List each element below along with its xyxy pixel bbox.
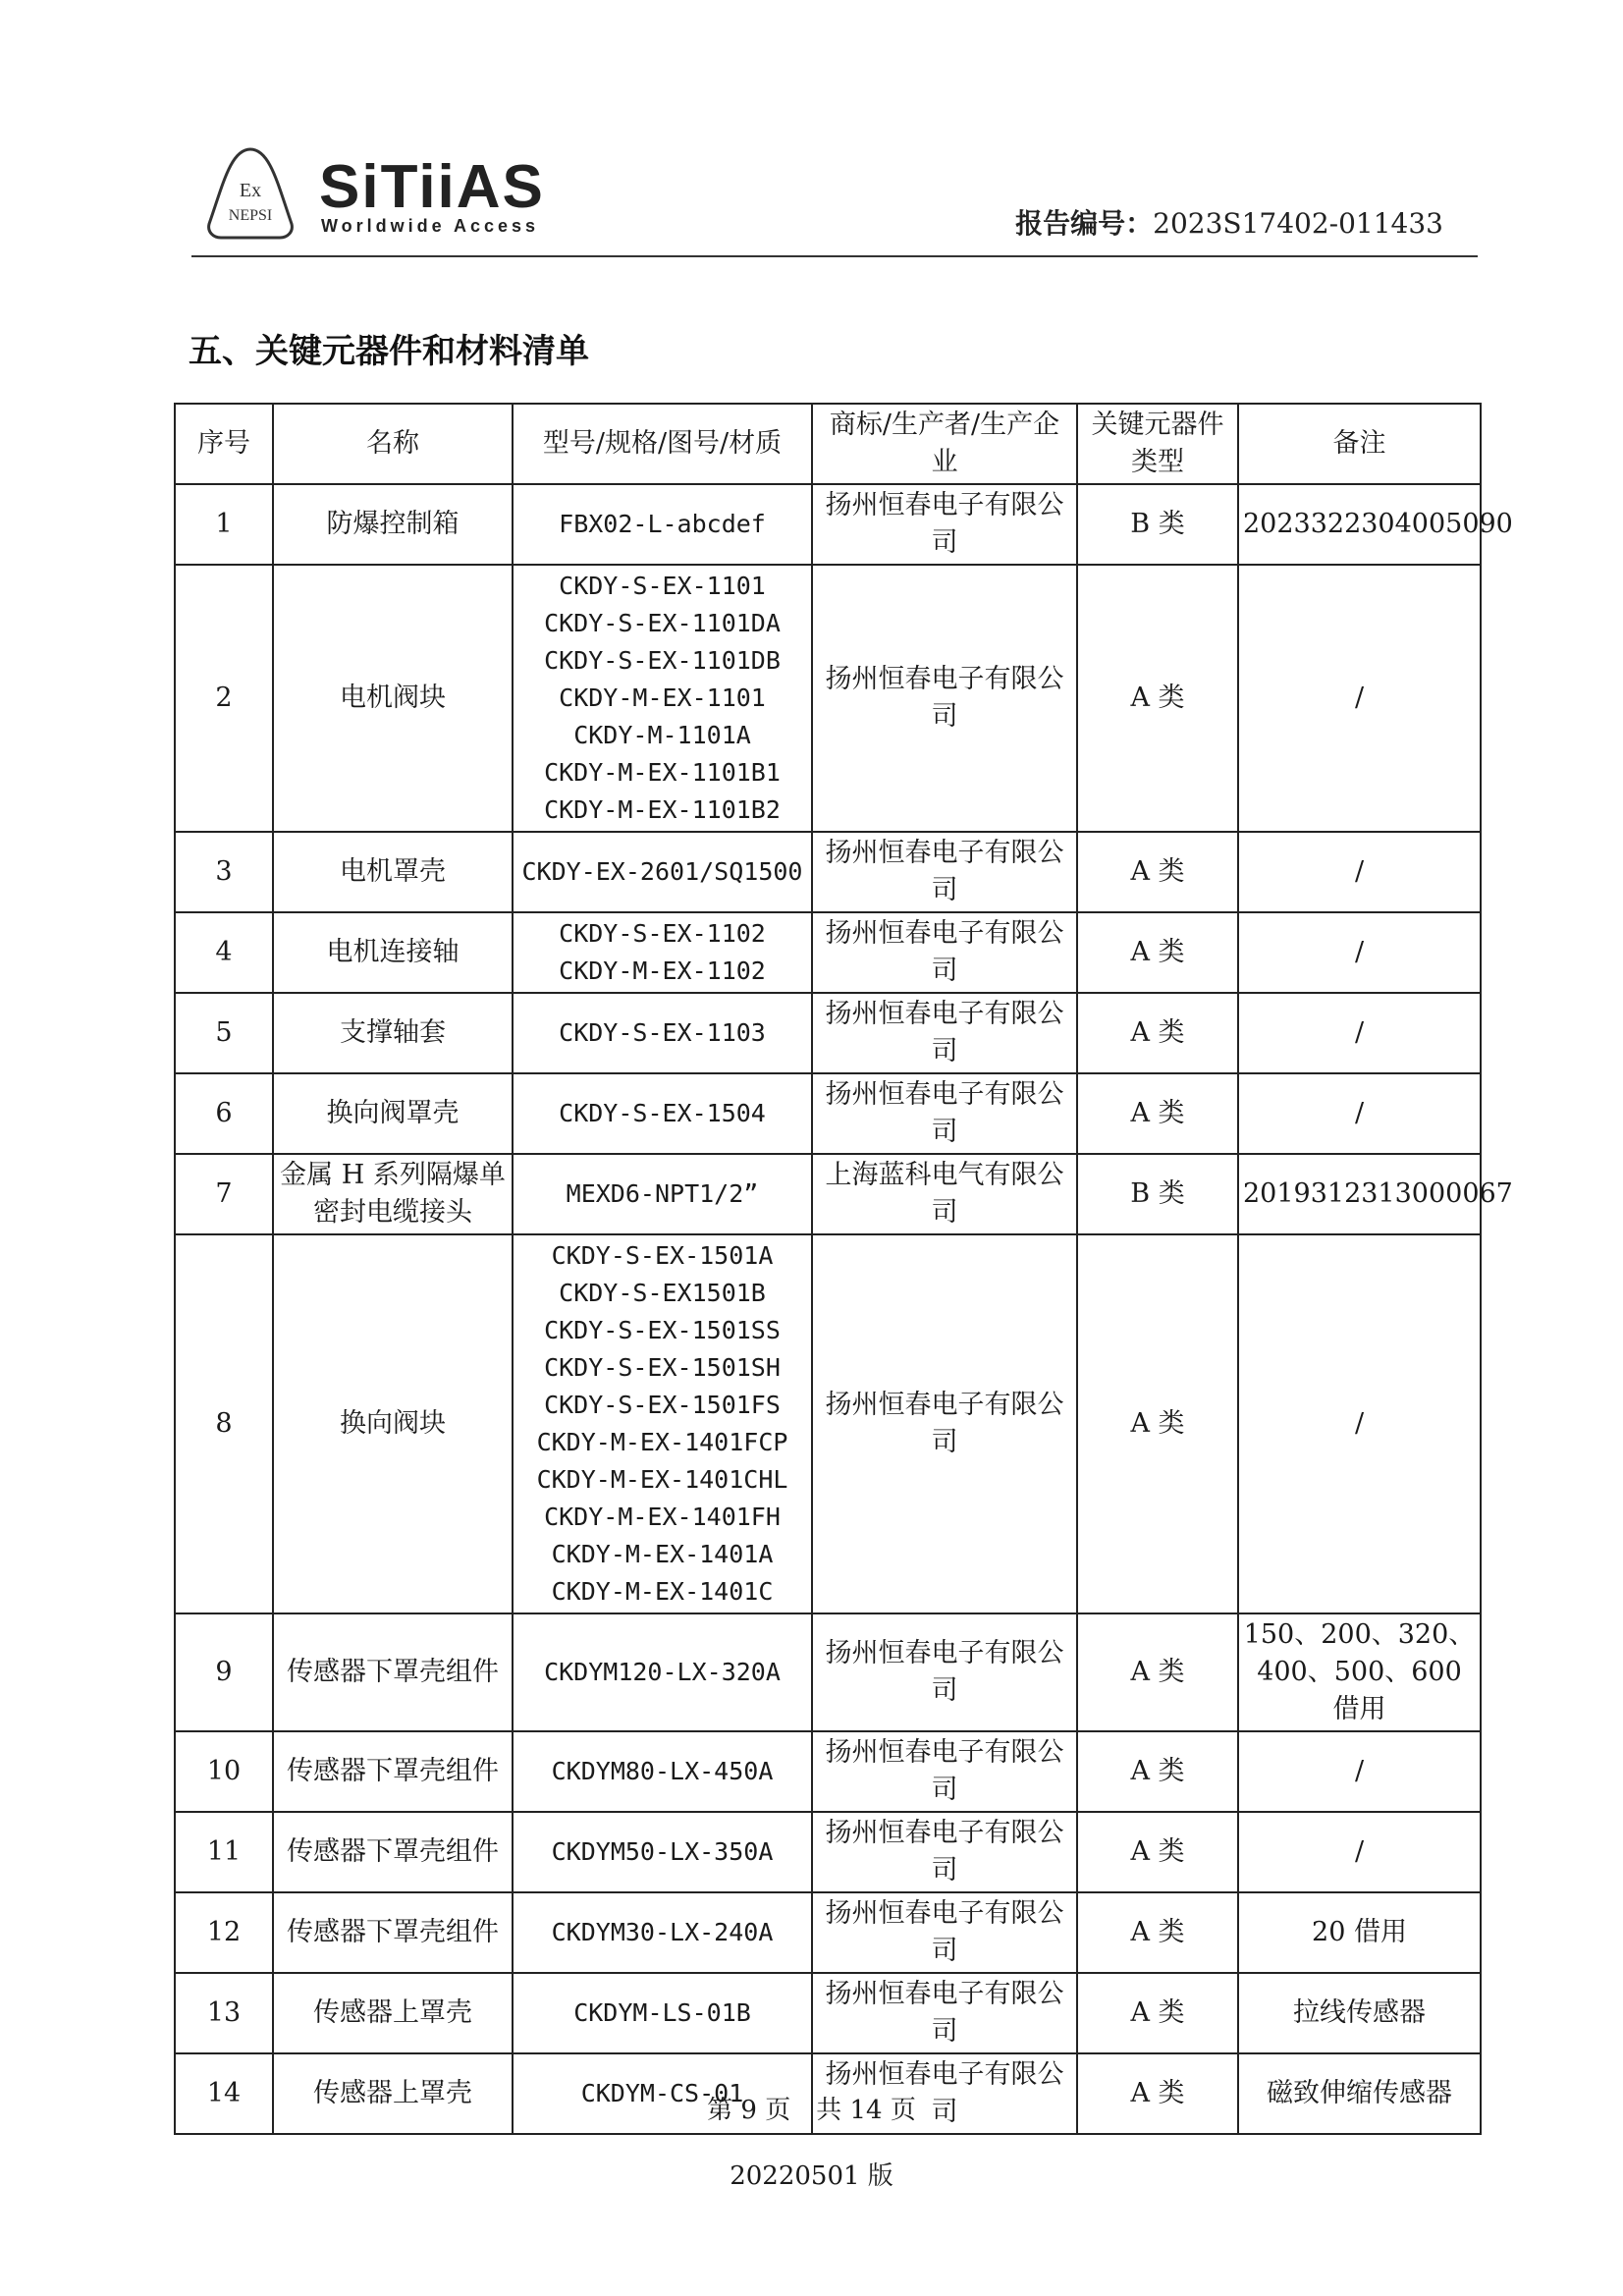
table-row — [175, 1613, 1481, 1731]
col-header-maker: 商标/生产者/生产企业 — [812, 404, 1077, 484]
cell-model — [513, 1073, 812, 1154]
model-line: CKDY-S-EX-1102 — [559, 919, 766, 948]
cell-model — [513, 1731, 812, 1812]
report-number-value: 2023S17402-011433 — [1153, 207, 1443, 240]
cell-type: A 类 — [1077, 1892, 1238, 1973]
brand-tagline: Worldwide Access — [321, 216, 540, 236]
model-line: CKDY-M-1101A — [573, 721, 751, 749]
col-header-model: 型号/规格/图号/材质 — [513, 404, 812, 484]
cell-name: 传感器下罩壳组件 — [273, 1731, 513, 1812]
table-row — [175, 912, 1481, 993]
model-line: CKDYM-CS-01 — [580, 2079, 744, 2107]
model-line: CKDY-M-EX-1401C — [551, 1577, 774, 1606]
cell-type: B 类 — [1077, 1154, 1238, 1234]
cell-type: A 类 — [1077, 1234, 1238, 1613]
cell-no: 5 — [175, 993, 273, 1073]
cell-no: 10 — [175, 1731, 273, 1812]
col-header-no: 序号 — [175, 404, 273, 484]
cell-type: A 类 — [1077, 1812, 1238, 1892]
model-line: CKDY-S-EX-1101DB — [544, 646, 781, 675]
cell-no: 14 — [175, 2053, 273, 2134]
cell-maker: 扬州恒春电子有限公司 — [812, 1073, 1077, 1154]
model-line: MEXD6-NPT1/2” — [566, 1179, 759, 1208]
model-line: CKDY-M-EX-1101B1 — [544, 758, 781, 787]
model-line: CKDY-S-EX-1101 — [559, 572, 766, 600]
table-header-row — [175, 404, 1481, 484]
cell-model — [513, 1234, 812, 1613]
page-number: 第 9 页 共 14 页 — [707, 2096, 916, 2125]
cell-type: A 类 — [1077, 832, 1238, 912]
logo-badge-line1: Ex — [239, 180, 262, 201]
cell-maker: 扬州恒春电子有限公司 — [812, 484, 1077, 565]
cell-name: 传感器下罩壳组件 — [273, 1613, 513, 1731]
cell-name: 电机阀块 — [273, 565, 513, 832]
table-row — [175, 1073, 1481, 1154]
cell-type: B 类 — [1077, 484, 1238, 565]
table-row — [175, 1892, 1481, 1973]
model-line: CKDYM120-LX-320A — [544, 1658, 781, 1686]
cell-name: 防爆控制箱 — [273, 484, 513, 565]
brand-logo: SiTiiAS — [319, 153, 545, 221]
cell-remark: / — [1238, 1812, 1481, 1892]
cell-name: 电机连接轴 — [273, 912, 513, 993]
cell-name: 换向阀罩壳 — [273, 1073, 513, 1154]
model-line: CKDY-S-EX-1504 — [559, 1099, 766, 1127]
cell-name: 换向阀块 — [273, 1234, 513, 1613]
cell-maker: 扬州恒春电子有限公司 — [812, 912, 1077, 993]
cell-name: 传感器下罩壳组件 — [273, 1892, 513, 1973]
col-header-name: 名称 — [273, 404, 513, 484]
model-line: CKDYM80-LX-450A — [551, 1757, 774, 1785]
cell-name: 支撑轴套 — [273, 993, 513, 1073]
report-number — [1015, 202, 1443, 242]
model-line: CKDY-S-EX-1103 — [559, 1018, 766, 1047]
cell-maker: 扬州恒春电子有限公司 — [812, 1812, 1077, 1892]
section-title: 五、关键元器件和材料清单 — [189, 332, 589, 371]
cell-name: 金属 H 系列隔爆单密封电缆接头 — [273, 1154, 513, 1234]
header-divider — [191, 255, 1478, 257]
cell-no: 11 — [175, 1812, 273, 1892]
model-line: CKDY-M-EX-1401FH — [544, 1503, 781, 1531]
components-table — [174, 403, 1513, 2135]
model-line: CKDY-S-EX-1501A — [551, 1241, 774, 1270]
model-line: CKDYM-LS-01B — [573, 1998, 751, 2027]
cell-model — [513, 484, 812, 565]
model-line: CKDY-S-EX-1501SS — [544, 1316, 781, 1344]
model-line: CKDY-M-EX-1101 — [559, 683, 766, 712]
table-row — [175, 832, 1481, 912]
cell-maker: 扬州恒春电子有限公司 — [812, 1892, 1077, 1973]
model-line: CKDY-M-EX-1401A — [551, 1540, 774, 1568]
cell-no: 6 — [175, 1073, 273, 1154]
page-header — [191, 137, 1478, 257]
cell-type: A 类 — [1077, 1973, 1238, 2053]
table-row — [175, 1154, 1481, 1234]
model-line: CKDY-S-EX1501B — [559, 1279, 766, 1307]
cell-model — [513, 1973, 812, 2053]
model-line: CKDY-M-EX-1401FCP — [536, 1428, 788, 1456]
table-row — [175, 484, 1481, 565]
cell-type: A 类 — [1077, 1073, 1238, 1154]
col-header-type: 关键元器件类型 — [1077, 404, 1238, 484]
cell-type: A 类 — [1077, 1613, 1238, 1731]
cell-remark: 2019312313000067 — [1238, 1154, 1481, 1234]
cell-type: A 类 — [1077, 912, 1238, 993]
cell-no: 8 — [175, 1234, 273, 1613]
model-line: CKDY-M-EX-1401CHL — [536, 1465, 788, 1494]
model-line: CKDY-M-EX-1102 — [559, 957, 766, 985]
cell-remark: / — [1238, 912, 1481, 993]
model-line: CKDY-S-EX-1101DA — [544, 609, 781, 637]
cell-maker: 扬州恒春电子有限公司 — [812, 1234, 1077, 1613]
table-row — [175, 1234, 1481, 1613]
table-row — [175, 1731, 1481, 1812]
cell-maker: 扬州恒春电子有限公司 — [812, 832, 1077, 912]
cell-maker: 扬州恒春电子有限公司 — [812, 565, 1077, 832]
cell-name: 电机罩壳 — [273, 832, 513, 912]
cell-type: A 类 — [1077, 993, 1238, 1073]
col-header-remark: 备注 — [1238, 404, 1481, 484]
version-label: 20220501 版 — [730, 2161, 893, 2191]
cell-model — [513, 1154, 812, 1234]
cell-model — [513, 565, 812, 832]
cell-model — [513, 1892, 812, 1973]
cell-name: 传感器上罩壳 — [273, 1973, 513, 2053]
cell-remark: 拉线传感器 — [1238, 1973, 1481, 2053]
cell-remark: 2023322304005090 — [1238, 484, 1481, 565]
cell-remark: / — [1238, 993, 1481, 1073]
cell-model — [513, 832, 812, 912]
model-line: CKDY-S-EX-1501SH — [544, 1353, 781, 1382]
cell-no: 4 — [175, 912, 273, 993]
cell-remark: / — [1238, 1234, 1481, 1613]
cell-remark: 20 借用 — [1238, 1892, 1481, 1973]
table-row — [175, 993, 1481, 1073]
cell-model — [513, 993, 812, 1073]
cell-remark: / — [1238, 1731, 1481, 1812]
cell-maker: 扬州恒春电子有限公司 — [812, 2053, 1077, 2134]
cell-no: 12 — [175, 1892, 273, 1973]
model-line: CKDY-EX-2601/SQ1500 — [521, 857, 803, 886]
cell-no: 9 — [175, 1613, 273, 1731]
cell-maker: 扬州恒春电子有限公司 — [812, 1973, 1077, 2053]
cell-no: 1 — [175, 484, 273, 565]
cell-no: 3 — [175, 832, 273, 912]
logo-badge-line2: NEPSI — [228, 207, 273, 224]
cell-maker: 扬州恒春电子有限公司 — [812, 1613, 1077, 1731]
table-row — [175, 565, 1481, 832]
model-line: FBX02-L-abcdef — [559, 510, 766, 538]
cell-model — [513, 912, 812, 993]
ex-nepsi-logo — [201, 145, 299, 244]
model-line: CKDY-S-EX-1501FS — [544, 1391, 781, 1419]
model-line: CKDYM50-LX-350A — [551, 1837, 774, 1866]
report-number-label: 报告编号： — [1015, 207, 1154, 240]
model-line: CKDY-M-EX-1101B2 — [544, 795, 781, 824]
cell-maker: 扬州恒春电子有限公司 — [812, 1731, 1077, 1812]
cell-type: A 类 — [1077, 565, 1238, 832]
cell-remark: 150、200、320、400、500、600 借用 — [1238, 1613, 1481, 1731]
cell-remark: / — [1238, 565, 1481, 832]
cell-no: 2 — [175, 565, 273, 832]
cell-maker: 上海蓝科电气有限公司 — [812, 1154, 1077, 1234]
cell-no: 13 — [175, 1973, 273, 2053]
table-row — [175, 1812, 1481, 1892]
cell-remark: / — [1238, 832, 1481, 912]
cell-no: 7 — [175, 1154, 273, 1234]
cell-remark: 磁致伸缩传感器 — [1238, 2053, 1481, 2134]
cell-model — [513, 1812, 812, 1892]
cell-name: 传感器下罩壳组件 — [273, 1812, 513, 1892]
table-row — [175, 1973, 1481, 2053]
cell-maker: 扬州恒春电子有限公司 — [812, 993, 1077, 1073]
cell-model — [513, 1613, 812, 1731]
cell-name: 传感器上罩壳 — [273, 2053, 513, 2134]
model-line: CKDYM30-LX-240A — [551, 1918, 774, 1946]
cell-type: A 类 — [1077, 2053, 1238, 2134]
cell-remark: / — [1238, 1073, 1481, 1154]
cell-type: A 类 — [1077, 1731, 1238, 1812]
